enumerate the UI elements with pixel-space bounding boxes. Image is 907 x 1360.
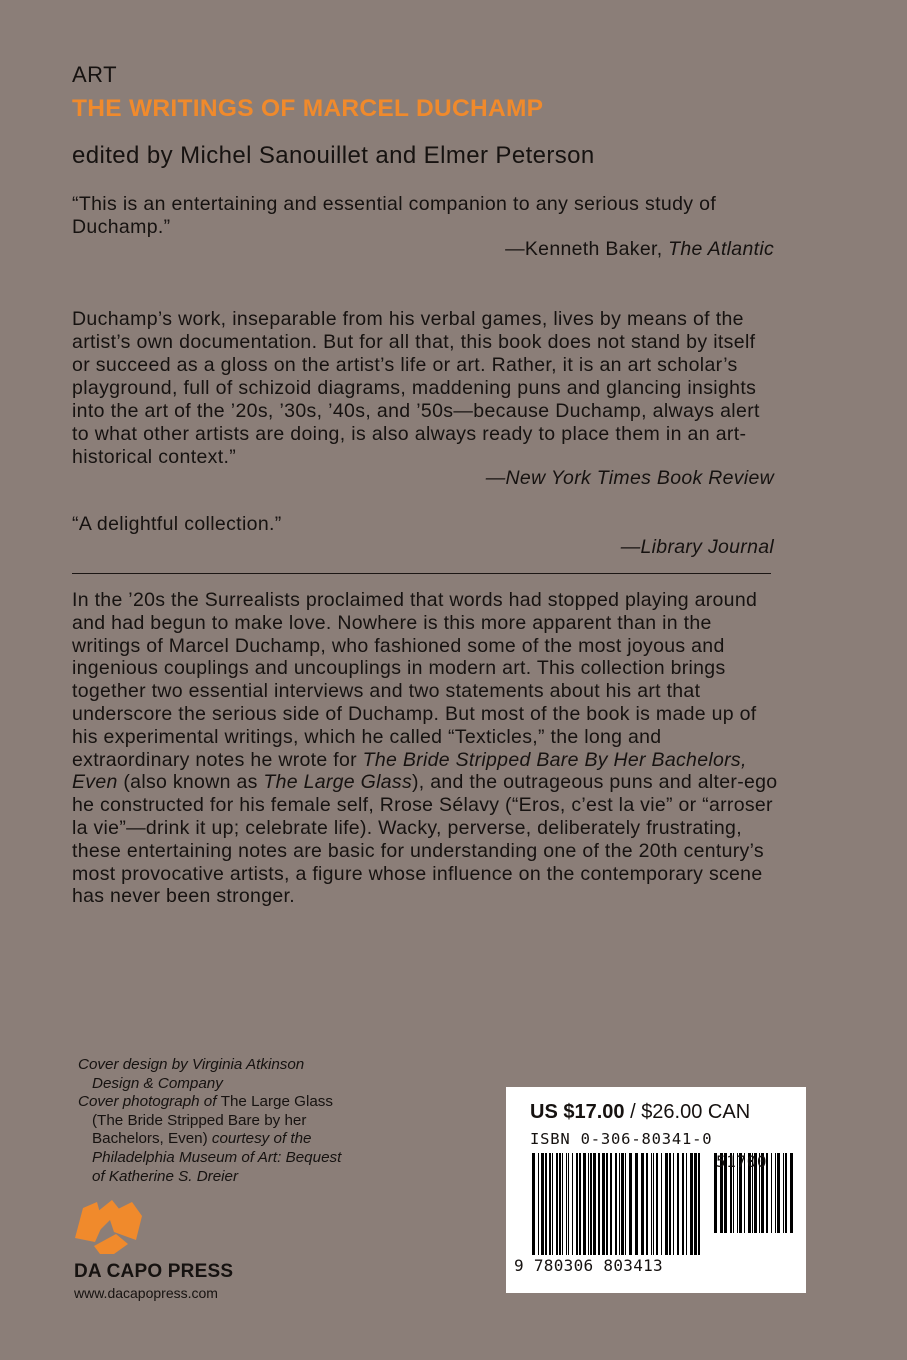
review-attribution-nyt: —New York Times Book Review [485,467,774,489]
publisher-name: DA CAPO PRESS [74,1261,234,1282]
category-label: ART [72,62,118,87]
da-capo-logo-icon [70,1194,148,1256]
review-attribution-library-journal: —Library Journal [620,536,774,558]
cover-credits: Cover design by Virginia Atkinson Design & Company Cover photograph of The Large Glass (The Bride Stripped Bare by her Bachelors, Even) courtesy of the Philadelphia Museum of Art: Bequest of Katherine S. Dreier [78,1056,342,1185]
editors-line: edited by Michel Sanouillet and Elmer Peterson [72,142,595,169]
review-quote-nyt: Duchamp’s work, inseparable from his verbal games, lives by means of the artist’s own documentation. But for all that, this book does not stand by itself or succeed as a gloss on the artist’s life or art. Rather, it is an art scholar’s playground, full of schizoid diagrams, maddening puns and glancing insights into the art of the ’20s, ’30s, ’40s, and ’50s—because Duchamp, always alert to what other artists are doing, is also always ready to place them in an art-historical context.” [72,308,760,468]
price-code-label: 51700 [716,1152,768,1171]
book-title: THE WRITINGS OF MARCEL DUCHAMP [72,95,544,122]
price-barcode-box [506,1087,806,1293]
review-attribution-atlantic: —Kenneth Baker, The Atlantic [505,238,774,260]
price-label: US $17.00 / $26.00 CAN [530,1101,751,1123]
review-quote-atlantic: “This is an entertaining and essential companion to any serious study of Duchamp.” [72,193,717,238]
ean-number: 9 780306 803413 [514,1256,663,1275]
book-description: In the ’20s the Surrealists proclaimed that words had stopped playing around and had begun to make love. Nowhere is this more apparent than in the writings of Marcel Duchamp, who fashioned some of the most joyous and ingenious couplings and uncouplings in modern art. This collection brings together two essential interviews and two statements about his art that underscore the serious side of Duchamp. But most of the book is made up of his experimental writings, which he called “Texticles,” the long and extraordinary notes he wrote for The Bride Stripped Bare By Her Bachelors, Even (also known as The Large Glass), and the outrageous puns and alter-ego he constructed for his female self, Rrose Sélavy (“Eros, c’est la vie” or “arroser la vie”—drink it up; celebrate life). Wacky, perverse, deliberately frustrating, these entertaining notes are basic for understanding one of the 20th century’s most provocative artists, a figure whose influence on the contemporary scene has never been stronger. [72,589,778,908]
isbn-label: ISBN 0-306-80341-0 [530,1130,713,1148]
section-divider [72,573,771,574]
review-quote-library-journal: “A delightful collection.” [72,513,282,535]
publisher-url: www.dacapopress.com [74,1285,218,1301]
